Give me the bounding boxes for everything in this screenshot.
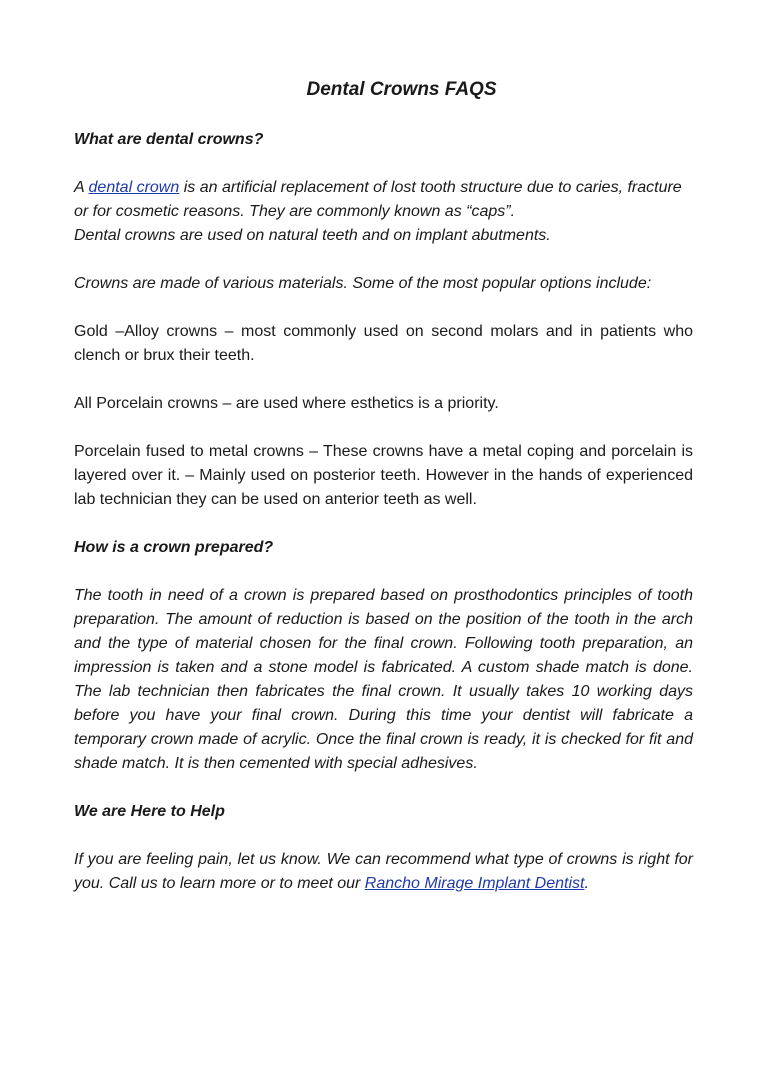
section-heading-what-are-crowns: What are dental crowns? [74,131,264,148]
section-heading-how-prepared: How is a crown prepared? [74,539,274,556]
preparation-paragraph: The tooth in need of a crown is prepared based on prosthodontics principles of tooth preparation. The amount of reduction is based on the position of the tooth in the arch and the type of material chosen for the final crown. Following tooth preparation, an impression is taken and a stone model is fabricated. A custom shade match is done. The lab technician then fabricates the final crown. It usually takes 10 working days before you have your final crown. During this time your dentist will fabricate a temporary crown made of acrylic. Once the final crown is ready, it is checked for fit and shade match. It is then cemented with special adhesives. [74,587,693,772]
help-paragraph [74,848,693,896]
intro-paragraph [74,176,693,248]
intro-prefix: A [74,179,89,196]
page-title: Dental Crowns FAQS [306,79,497,100]
gold-alloy-paragraph: Gold –Alloy crowns – most commonly used on second molars and in patients who clench or brux their teeth. [74,323,693,364]
intro-rest: is an artificial replacement of lost tooth structure due to caries, fracture or for cosmetic reasons. They are commonly known as “caps”. [74,179,682,220]
porcelain-fused-metal-paragraph: Porcelain fused to metal crowns – These crowns have a metal coping and porcelain is layered over it. – Mainly used on posterior teeth. However in the hands of experienced lab technician they can be used on anterior teeth as well. [74,443,693,508]
help-suffix: . [584,875,589,892]
materials-intro-paragraph: Crowns are made of various materials. Some of the most popular options include: [74,275,652,292]
intro-line-2: Dental crowns are used on natural teeth and on implant abutments. [74,227,551,244]
dental-crown-link[interactable]: dental crown [88,179,180,196]
implant-dentist-link[interactable]: Rancho Mirage Implant Dentist [364,875,585,892]
document-page [74,76,693,920]
all-porcelain-paragraph: All Porcelain crowns – are used where esthetics is a priority. [74,395,499,412]
help-prefix: If you are feeling pain, let us know. We can recommend what type of crowns is right for you. Call us to learn more or to meet our [74,851,693,892]
section-heading-here-to-help: We are Here to Help [74,803,225,820]
